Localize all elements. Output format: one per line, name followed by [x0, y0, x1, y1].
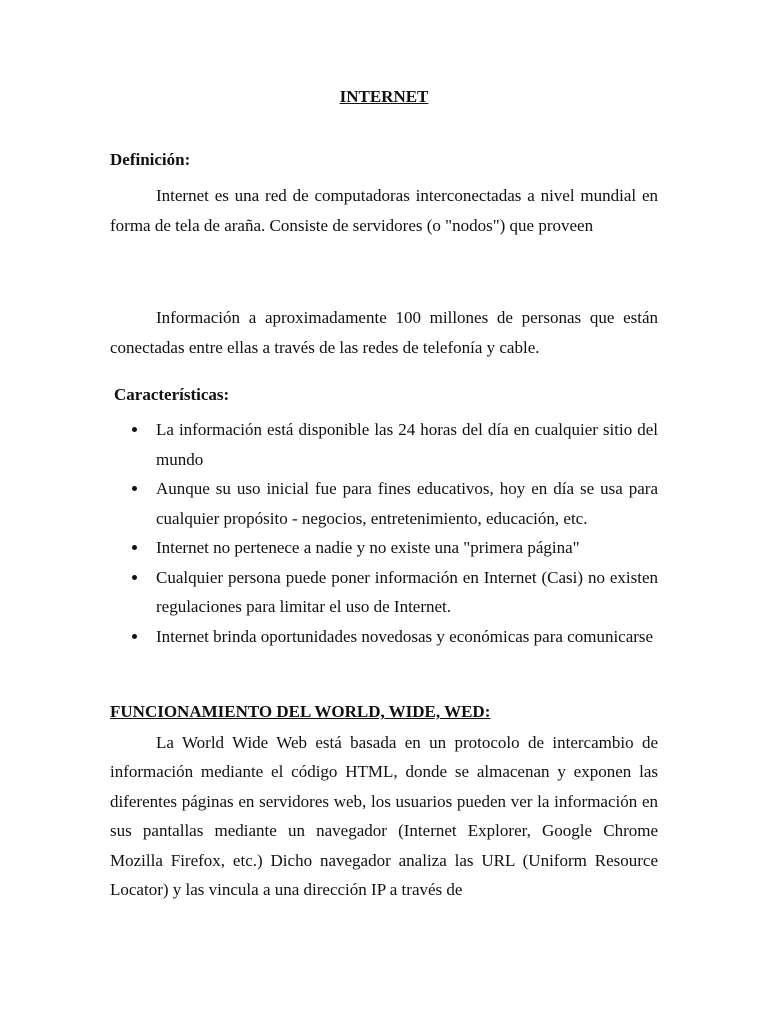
list-item	[110, 563, 658, 622]
definicion-heading: Definición:	[110, 150, 191, 169]
list-item-text: Internet brinda oportunidades novedosas y económicas para comunicarse	[156, 626, 654, 646]
list-item-text: Aunque su uso inicial fue para fines educativos, hoy en día se usa para cualquier propósito - negocios, entretenimiento, educación, etc.	[156, 479, 658, 528]
list-item	[110, 415, 658, 474]
list-item	[110, 474, 658, 533]
list-item-text: Internet no pertenece a nadie y no existe una "primera página"	[156, 538, 580, 557]
list-item-text: Cualquier persona puede poner información en Internet (Casi) no existen regulaciones para limitar el uso de Internet.	[156, 567, 658, 616]
list-item-text: La información está disponible las 24 horas del día en cualquier sitio del mundo	[156, 420, 658, 469]
bullet-icon	[132, 545, 137, 550]
definicion-paragraph-1: Internet es una red de computadoras interconectadas a nivel mundial en forma de tela de araña. Consiste de servidores (o "nodos") que proveen	[110, 186, 658, 235]
list-item	[110, 622, 658, 652]
document-title: INTERNET	[339, 87, 429, 106]
caracteristicas-heading: Características:	[114, 385, 230, 404]
list-item	[110, 533, 658, 563]
bullet-icon	[132, 486, 137, 491]
caracteristicas-list	[110, 415, 658, 651]
bullet-icon	[132, 575, 137, 580]
definicion-paragraph-2: Información a aproximadamente 100 millones de personas que están conectadas entre ellas a través de las redes de telefonía y cable.	[110, 308, 658, 357]
funcionamiento-paragraph: La World Wide Web está basada en un protocolo de intercambio de información mediante el código HTML, donde se almacenan y exponen las diferentes páginas en servidores web, los usuarios pueden ver la información en sus pantallas mediante un navegador (Internet Explorer, Google Chrome Mozilla Firefox, etc.) Dicho navegador analiza las URL (Uniform Resource Locator) y las vincula a una dirección IP a través de	[110, 733, 658, 900]
funcionamiento-heading: FUNCIONAMIENTO DEL WORLD, WIDE, WED:	[110, 702, 491, 721]
bullet-icon	[132, 427, 137, 432]
bullet-icon	[132, 634, 137, 639]
